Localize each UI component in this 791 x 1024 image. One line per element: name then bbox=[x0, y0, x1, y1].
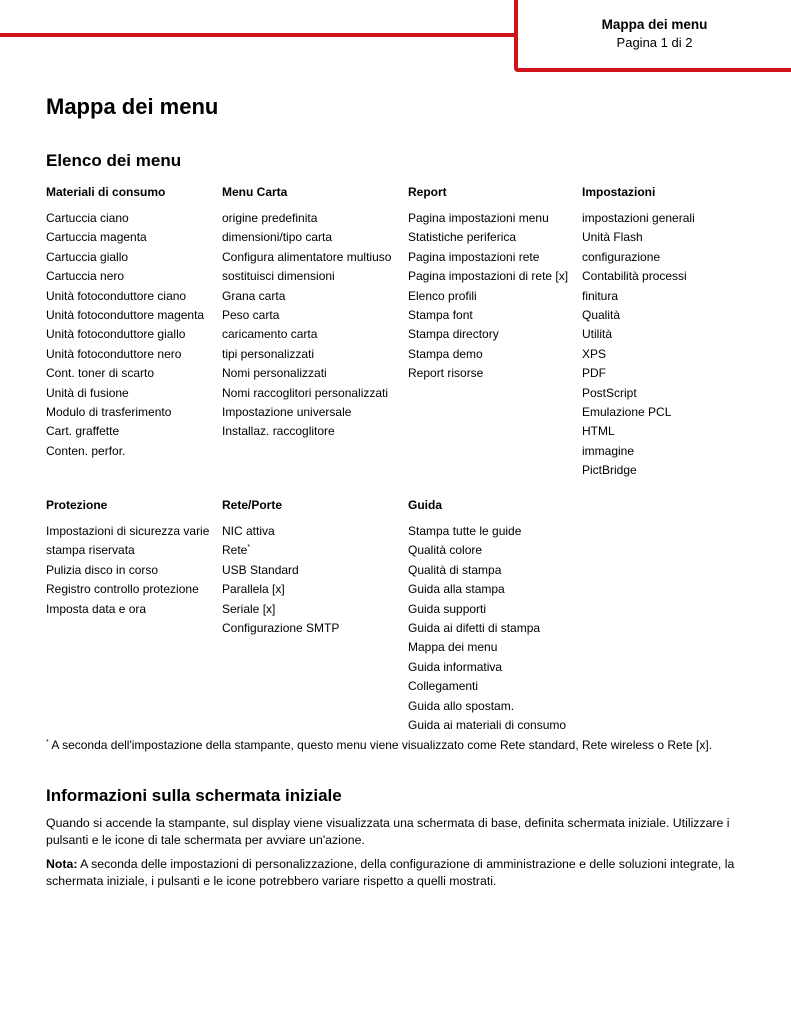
menu-column bbox=[408, 185, 568, 384]
header-rule-bottom bbox=[514, 68, 791, 72]
menu-item-label: stampa riservata bbox=[46, 543, 135, 558]
menu-column bbox=[582, 185, 695, 481]
menu-item-label: Qualità di stampa bbox=[408, 562, 502, 577]
menu-item-label: PostScript bbox=[582, 385, 637, 400]
menu-item bbox=[222, 287, 391, 306]
menu-column-heading: Materiali di consumo bbox=[46, 185, 166, 199]
menu-item-label: Unità fotoconduttore ciano bbox=[46, 288, 187, 303]
menu-column bbox=[222, 185, 391, 442]
menu-item bbox=[222, 403, 391, 422]
menu-item-label: Pagina impostazioni rete bbox=[408, 249, 540, 264]
menu-item bbox=[408, 364, 568, 383]
header-page-number: Pagina 1 di 2 bbox=[616, 35, 693, 50]
menu-column-heading: Protezione bbox=[46, 498, 108, 512]
menu-item bbox=[46, 561, 209, 580]
menu-column bbox=[46, 185, 204, 461]
menu-item-label: Guida supporti bbox=[408, 601, 487, 616]
menu-item bbox=[222, 306, 391, 325]
menu-item bbox=[46, 442, 204, 461]
menu-item bbox=[582, 228, 695, 247]
menu-item-label: Stampa directory bbox=[408, 327, 499, 342]
menu-item bbox=[582, 287, 695, 306]
menu-item-label: sostituisci dimensioni bbox=[222, 269, 335, 284]
menu-item bbox=[582, 442, 695, 461]
menu-item-label: configurazione bbox=[582, 249, 661, 264]
menu-item-label: Impostazioni di sicurezza varie bbox=[46, 524, 210, 538]
menu-item bbox=[46, 522, 209, 541]
menu-item bbox=[46, 384, 204, 403]
menu-item-label: Rete bbox=[222, 543, 248, 558]
menu-item bbox=[222, 561, 339, 580]
section-title-home-screen: Informazioni sulla schermata iniziale bbox=[46, 786, 342, 805]
menu-item bbox=[46, 345, 204, 364]
footnote bbox=[46, 738, 712, 752]
menu-column-heading: Guida bbox=[408, 498, 443, 512]
menu-item-label: Collegamenti bbox=[408, 679, 479, 694]
note-label: Nota: bbox=[46, 857, 78, 871]
menu-item-label: Emulazione PCL bbox=[582, 405, 672, 420]
menu-item bbox=[582, 403, 695, 422]
menu-item-label: USB Standard bbox=[222, 562, 299, 577]
menu-item bbox=[408, 248, 568, 267]
menu-item-label: Impostazione universale bbox=[222, 405, 352, 420]
menu-item bbox=[222, 384, 391, 403]
menu-item bbox=[408, 345, 568, 364]
menu-items bbox=[46, 522, 209, 619]
menu-column-heading: Rete/Porte bbox=[222, 498, 283, 512]
menu-item-label: Qualità bbox=[582, 308, 621, 323]
menu-item bbox=[46, 325, 204, 344]
menu-item bbox=[222, 600, 339, 619]
menu-column bbox=[46, 498, 209, 619]
menu-item bbox=[582, 306, 695, 325]
menu-item bbox=[408, 619, 566, 638]
footnote-text: A seconda dell'impostazione della stampante, questo menu viene visualizzato come Rete standard, Rete wireless o Rete [x]. bbox=[51, 738, 713, 752]
menu-item-label: Peso carta bbox=[222, 308, 280, 323]
menu-item bbox=[582, 422, 695, 441]
menu-item-label: Contabilità processi bbox=[582, 269, 687, 284]
menu-items bbox=[222, 209, 391, 442]
menu-item-label: Unità Flash bbox=[582, 230, 643, 245]
menu-item bbox=[222, 345, 391, 364]
menu-item-label: tipi personalizzati bbox=[222, 346, 315, 361]
menu-item bbox=[408, 306, 568, 325]
menu-item-label: Modulo di trasferimento bbox=[46, 405, 172, 420]
menu-item bbox=[222, 619, 339, 638]
menu-item bbox=[582, 364, 695, 383]
menu-item bbox=[582, 384, 695, 403]
menu-item-label: Stampa font bbox=[408, 308, 473, 323]
menu-item-label: Cart. graffette bbox=[46, 424, 120, 439]
menu-item-label: Pagina impostazioni di rete [x] bbox=[408, 269, 569, 284]
menu-item-label: Statistiche periferica bbox=[408, 230, 517, 245]
menu-item bbox=[222, 228, 391, 247]
menu-item bbox=[408, 697, 566, 716]
menu-item-label: XPS bbox=[582, 346, 607, 361]
header-rule-left bbox=[0, 33, 518, 37]
menu-item-label: Report risorse bbox=[408, 366, 484, 381]
menu-item-label: dimensioni/tipo carta bbox=[222, 230, 333, 245]
menu-item-label: Nomi raccoglitori personalizzati bbox=[222, 385, 389, 400]
note-paragraph bbox=[46, 856, 746, 890]
menu-item-label: NIC attiva bbox=[222, 524, 275, 538]
menu-item-label: Guida ai materiali di consumo bbox=[408, 718, 567, 733]
menu-item bbox=[46, 267, 204, 286]
menu-item bbox=[222, 580, 339, 599]
menu-item bbox=[408, 716, 566, 735]
menu-item bbox=[582, 461, 695, 480]
menu-item bbox=[46, 364, 204, 383]
menu-item-label: Guida informativa bbox=[408, 659, 503, 674]
menu-item-label: Stampa demo bbox=[408, 346, 483, 361]
menu-item bbox=[408, 561, 566, 580]
menu-item bbox=[582, 209, 695, 228]
menu-item bbox=[222, 422, 391, 441]
menu-item-label: Guida alla stampa bbox=[408, 582, 505, 597]
menu-item bbox=[222, 541, 339, 560]
menu-item-label: Unità di fusione bbox=[46, 385, 129, 400]
menu-item bbox=[408, 228, 568, 247]
footnote-asterisk: * bbox=[46, 739, 49, 746]
menu-item-label: Seriale [x] bbox=[222, 601, 276, 616]
menu-item-label: HTML bbox=[582, 424, 615, 439]
menu-item-label: Unità fotoconduttore magenta bbox=[46, 308, 205, 323]
menu-item bbox=[408, 325, 568, 344]
menu-item bbox=[222, 248, 391, 267]
menu-item bbox=[222, 325, 391, 344]
menu-item-label: Configurazione SMTP bbox=[222, 621, 340, 636]
menu-column-heading: Impostazioni bbox=[582, 185, 656, 199]
menu-item bbox=[222, 364, 391, 383]
menu-item-label: Stampa tutte le guide bbox=[408, 524, 522, 538]
menu-item-label: PictBridge bbox=[582, 463, 637, 478]
menu-item-label: Cartuccia nero bbox=[46, 269, 125, 284]
menu-item bbox=[46, 228, 204, 247]
menu-item bbox=[408, 580, 566, 599]
menu-item bbox=[408, 287, 568, 306]
menu-item bbox=[46, 306, 204, 325]
menu-item-label: Cont. toner di scarto bbox=[46, 366, 155, 381]
home-screen-paragraph: Quando si accende la stampante, sul display viene visualizzata una schermata di base, definita schermata iniziale. Utilizzare i pulsanti e le icone di tale schermata per avviare un'azione. bbox=[46, 816, 730, 847]
menu-item-label: Mappa dei menu bbox=[408, 640, 498, 655]
menu-item bbox=[46, 248, 204, 267]
menu-items bbox=[222, 522, 339, 638]
menu-item bbox=[222, 209, 391, 228]
menu-item bbox=[582, 267, 695, 286]
menu-item bbox=[46, 580, 209, 599]
menu-item-label: Nomi personalizzati bbox=[222, 366, 327, 381]
menu-item bbox=[46, 600, 209, 619]
menu-item bbox=[46, 209, 204, 228]
menu-item bbox=[222, 267, 391, 286]
menu-item-label: origine predefinita bbox=[222, 211, 318, 225]
menu-item-label: Cartuccia giallo bbox=[46, 249, 129, 264]
menu-column bbox=[408, 498, 566, 735]
menu-item bbox=[46, 287, 204, 306]
menu-item-label: Grana carta bbox=[222, 288, 286, 303]
menu-item-label: Unità fotoconduttore giallo bbox=[46, 327, 186, 342]
menu-item bbox=[408, 522, 566, 541]
menu-item bbox=[582, 325, 695, 344]
note-text: A seconda delle impostazioni di personalizzazione, della configurazione di amministrazione e delle soluzioni integrate, la schermata iniziale, i pulsanti e le icone potrebbero variare rispetto a quelli mostrati. bbox=[46, 857, 735, 888]
menu-item bbox=[408, 658, 566, 677]
section-title-menu-list: Elenco dei menu bbox=[46, 151, 182, 170]
menu-item-label: Parallela [x] bbox=[222, 582, 285, 597]
menu-item-label: caricamento carta bbox=[222, 327, 318, 342]
menu-item bbox=[408, 638, 566, 657]
menu-item-label: Cartuccia magenta bbox=[46, 230, 147, 245]
menu-item-label: Elenco profili bbox=[408, 288, 477, 303]
menu-items bbox=[408, 522, 566, 735]
menu-item bbox=[408, 267, 568, 286]
menu-item-label: Conten. perfor. bbox=[46, 443, 126, 458]
header-title: Mappa dei menu bbox=[601, 17, 708, 32]
menu-items bbox=[46, 209, 204, 461]
menu-item bbox=[408, 541, 566, 560]
menu-item-label: Installaz. raccoglitore bbox=[222, 424, 335, 439]
menu-item-label: Guida ai difetti di stampa bbox=[408, 621, 541, 636]
menu-item-label: Utilità bbox=[582, 327, 613, 342]
menu-item-label: Qualità colore bbox=[408, 543, 483, 558]
menu-item-label: impostazioni generali bbox=[582, 211, 695, 225]
menu-item-label: Configura alimentatore multiuso bbox=[222, 249, 392, 264]
menu-item bbox=[408, 600, 566, 619]
menu-item bbox=[46, 541, 209, 560]
menu-item-label: finitura bbox=[582, 288, 619, 303]
menu-item-label: Guida allo spostam. bbox=[408, 698, 515, 713]
menu-item-label: Pagina impostazioni menu bbox=[408, 211, 549, 225]
asterisk-marker: * bbox=[247, 544, 251, 552]
menu-item bbox=[46, 403, 204, 422]
menu-item bbox=[222, 522, 339, 541]
menu-item-label: PDF bbox=[582, 366, 606, 381]
menu-column-heading: Menu Carta bbox=[222, 185, 288, 199]
menu-column-heading: Report bbox=[408, 185, 447, 199]
page-title: Mappa dei menu bbox=[46, 94, 219, 119]
menu-item bbox=[582, 248, 695, 267]
menu-item bbox=[46, 422, 204, 441]
menu-item-label: Imposta data e ora bbox=[46, 601, 147, 616]
menu-item bbox=[408, 209, 568, 228]
menu-item-label: Cartuccia ciano bbox=[46, 211, 129, 225]
menu-column bbox=[222, 498, 339, 638]
menu-item bbox=[408, 677, 566, 696]
menu-item bbox=[582, 345, 695, 364]
menu-item-label: Registro controllo protezione bbox=[46, 582, 199, 597]
menu-items bbox=[582, 209, 695, 481]
menu-item-label: Unità fotoconduttore nero bbox=[46, 346, 182, 361]
menu-items bbox=[408, 209, 568, 384]
menu-item-label: Pulizia disco in corso bbox=[46, 562, 159, 577]
menu-item-label: immagine bbox=[582, 443, 635, 458]
